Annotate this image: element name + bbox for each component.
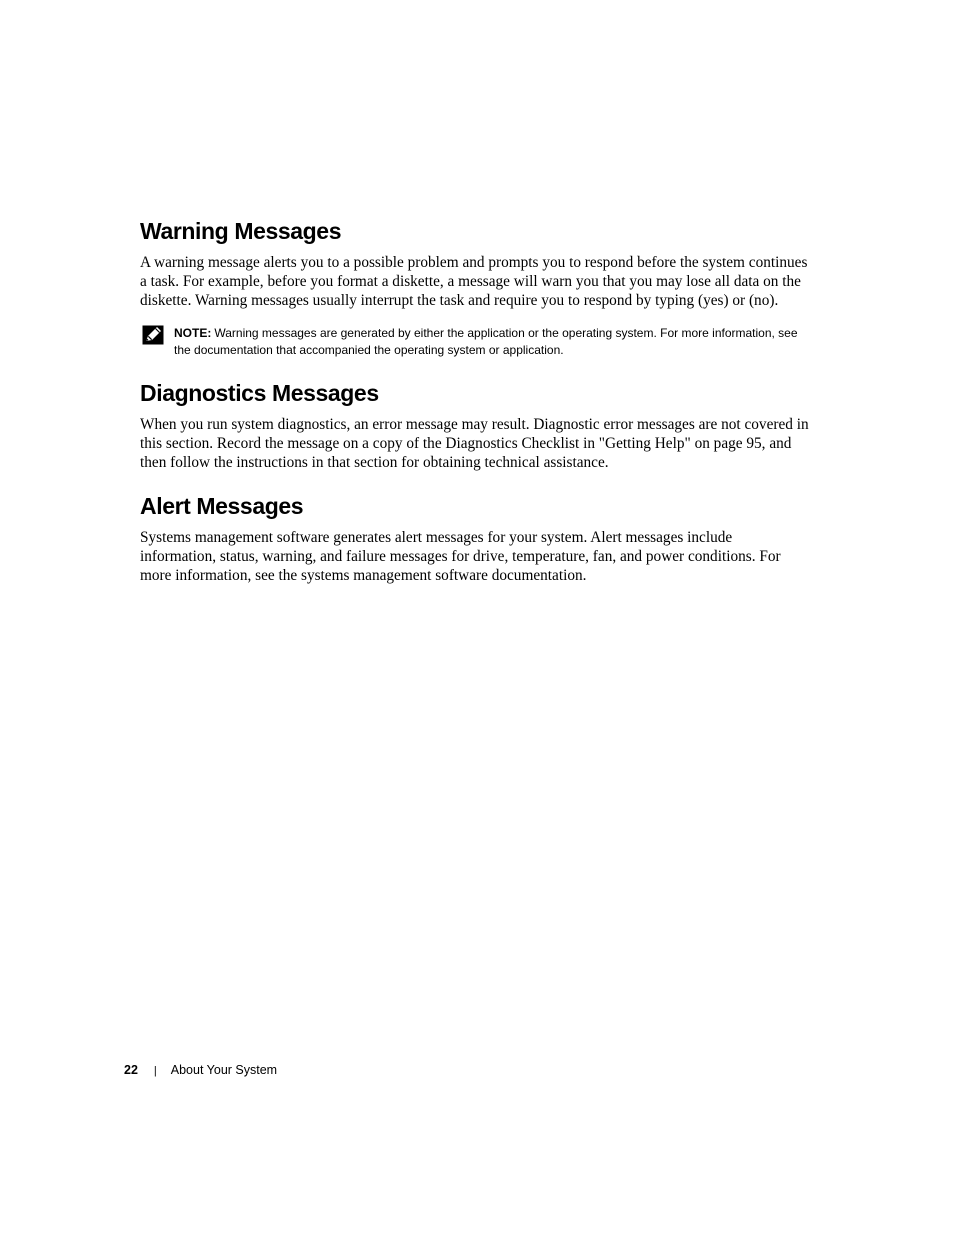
paragraph-alert-messages: Systems management software generates alert messages for your system. Alert messages include information, status, warning, and failure messages for drive, temperature, fan, and power conditions. For more information, see the systems management software documentation. bbox=[140, 529, 781, 584]
note-label: NOTE: bbox=[174, 326, 212, 340]
paragraph-diagnostics-messages: When you run system diagnostics, an error message may result. Diagnostic error messages are not covered in this section. Record the message on a copy of the Diagnostics Checklist in "Getting Help" on page 95, and then follow the instructions in that section for obtaining technical assistance. bbox=[140, 416, 809, 471]
page-footer bbox=[124, 1061, 277, 1080]
heading-warning-messages: Warning Messages bbox=[140, 218, 342, 244]
footer-separator: | bbox=[153, 1065, 157, 1077]
note-text: Warning messages are generated by either the application or the operating system. For more information, see the documentation that accompanied the operating system or application. bbox=[174, 326, 798, 357]
chapter-title: About Your System bbox=[170, 1063, 278, 1077]
page-content bbox=[140, 217, 812, 585]
heading-alert-messages: Alert Messages bbox=[140, 493, 304, 519]
page-number: 22 bbox=[124, 1063, 138, 1077]
note-pencil-icon bbox=[142, 325, 164, 345]
paragraph-warning-messages: A warning message alerts you to a possible problem and prompts you to respond before the system continues a task. For example, before you format a diskette, a message will warn you that you may lose all data on the diskette. Warning messages usually interrupt the task and require you to respond by typing (yes) or (no). bbox=[140, 254, 808, 309]
heading-diagnostics-messages: Diagnostics Messages bbox=[140, 380, 379, 406]
note-box bbox=[140, 325, 812, 359]
